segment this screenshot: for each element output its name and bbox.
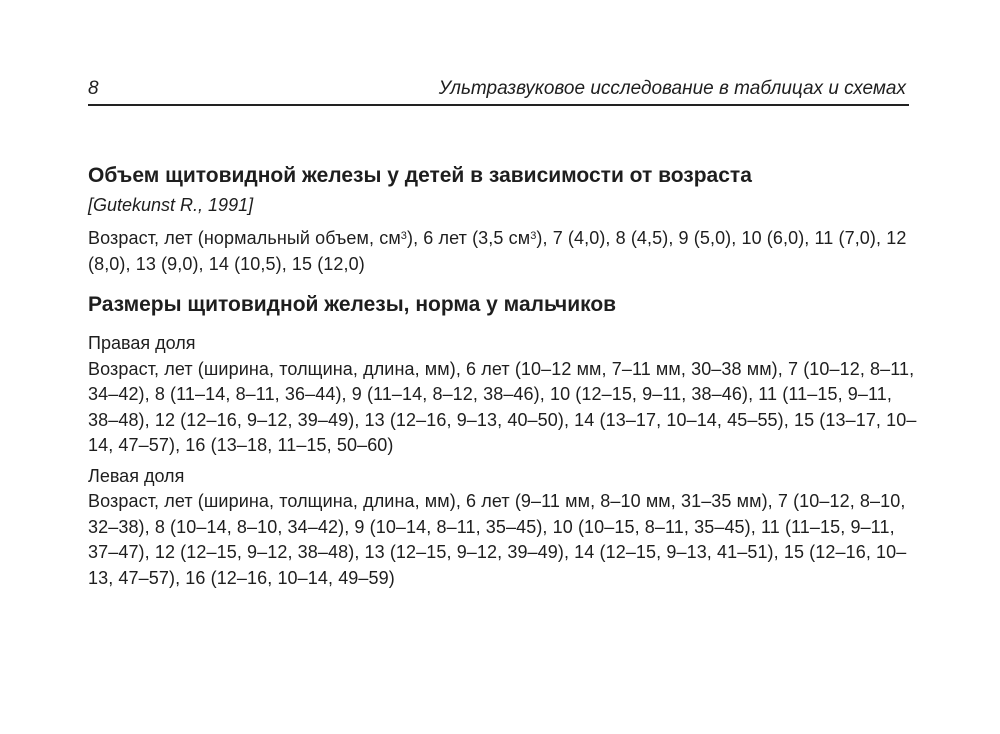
text-fragment: ), 7 (4,0), 8 (4,5), 9 (5,0), 10 (6,0), 11 (7,0), 12 (8,0), 13 (9,0), 14 (10,5), 15 (12,0)	[88, 228, 907, 274]
citation: [Gutekunst R., 1991]	[88, 195, 254, 215]
page-content	[88, 160, 918, 591]
page-number: 8	[88, 78, 99, 99]
superscript: 3	[400, 230, 408, 242]
left-lobe-paragraph: Возраст, лет (ширина, толщина, длина, мм), 6 лет (9–11 мм, 8–10 мм, 31–35 мм), 7 (10–12, 8–10, 32–38), 8 (10–14, 8–10, 34–42), 9 (10–14, 8–11, 35–45), 10 (10–15, 8–11, 35–45), 11 (11–15, 9–11, 37–47), 12 (12–15, 9–12, 38–48), 13 (12–15, 9–12, 39–49), 14 (12–15, 9–13, 41–51), 15 (12–16, 10–13, 47–57), 16 (12–16, 10–14, 49–59)	[88, 491, 907, 588]
section-thyroid-size-boys	[88, 289, 918, 591]
volume-norms-paragraph	[88, 226, 918, 277]
right-lobe-label: Правая доля	[88, 333, 196, 353]
header-rule	[88, 104, 909, 106]
text-fragment: Возраст, лет (нормальный объем, см	[88, 228, 401, 248]
superscript: 3	[530, 230, 537, 242]
section-title: Объем щитовидной железы у детей в зависимости от возраста	[88, 164, 752, 187]
section-thyroid-volume-children	[88, 160, 918, 277]
page-header	[88, 74, 908, 104]
running-title: Ультразвуковое исследование в таблицах и схемах	[438, 78, 906, 99]
left-lobe-label: Левая доля	[88, 465, 185, 486]
section-title: Размеры щитовидной железы, норма у мальчиков	[88, 293, 617, 316]
right-lobe-paragraph: Возраст, лет (ширина, толщина, длина, мм), 6 лет (10–12 мм, 7–11 мм, 30–38 мм), 7 (10–12, 8–11, 34–42), 8 (11–14, 8–11, 36–44), 9 (11–14, 8–12, 38–46), 10 (12–15, 9–11, 38–46), 11 (11–15, 9–11, 38–48), 12 (12–16, 9–12, 39–49), 13 (12–16, 9–13, 40–50), 14 (13–17, 10–14, 45–55), 15 (13–17, 10–14, 47–57), 16 (13–18, 11–15, 50–60)	[88, 358, 917, 455]
text-fragment: ), 6 лет (3,5 см	[407, 228, 531, 248]
